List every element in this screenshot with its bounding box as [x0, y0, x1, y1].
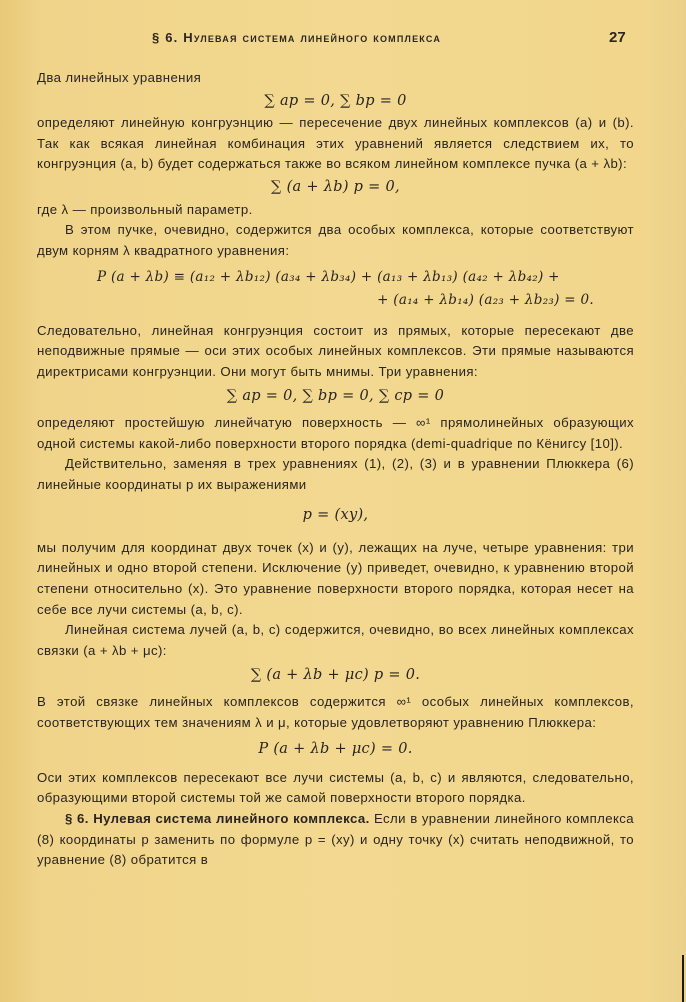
paragraph: В этом пучке, очевидно, содержится два особых комплекса, которые соответствуют двум корням λ квадратного уравнения:	[37, 222, 634, 258]
formula: ∑ (a + λb + μc) p = 0.	[250, 667, 421, 684]
section-paragraph	[37, 809, 634, 871]
page-edge	[682, 955, 684, 1002]
paragraph: Оси этих комплексов пересекают все лучи системы (a, b, c) и являются, следовательно, образующими второй системы той же самой поверхности второго порядка.	[37, 769, 634, 806]
formula: p = (xy),	[302, 507, 369, 524]
paragraph: Два линейных уравнения	[37, 70, 202, 85]
formula: ∑ (a + λb) p = 0,	[271, 178, 400, 195]
formula: P (a + λb + μc) = 0.	[258, 741, 413, 758]
paragraph: Следовательно, линейная конгруэнция состоит из прямых, которые пересекают две неподвижные прямые — оси этих особых линейных комплексов. Эти прямые называются директрисами конгруэнции. Они могут быть мнимы. Три уравнения:	[37, 322, 634, 379]
paragraph: мы получим для координат двух точек (x) и (y), лежащих на луче, четыре уравнения: три линейных и одно второй степени. Исключение (y) приведет, очевидно, к уравнению второй степени относительно (x). Это уравнение поверхности второго порядка, которая несет на себе все лучи системы (a, b, c).	[37, 539, 634, 617]
paragraph: определяют простейшую линейчатую поверхность — ∞¹ прямолинейных образующих одной системы какой-либо поверхности второго порядка (demi-quadrique по Кёнигсу [10]).	[37, 414, 634, 451]
formula: ∑ ap = 0, ∑ bp = 0, ∑ cp = 0	[226, 388, 445, 405]
running-head	[0, 30, 686, 50]
paragraph: где λ — произвольный параметр.	[37, 201, 253, 217]
section-heading: § 6. Нулевая система линейного комплекса.	[65, 811, 370, 826]
section-text: Если в уравнении линейного комплекса (8) координаты p заменить по формуле p = (xy) и одну точку (x) считать неподвижной, то уравнение (8) обратится в	[37, 811, 634, 868]
paragraph: Действительно, заменяя в трех уравнениях (1), (2), (3) и в уравнении Плюккера (6) линейные координаты p их выражениями	[37, 456, 634, 492]
formula: ∑ ap = 0, ∑ bp = 0	[264, 92, 407, 109]
paragraph: определяют линейную конгруэнцию — пересечение двух линейных комплексов (a) и (b). Так как всякая линейная комбинация этих уравнений является следствием их, то конгруэнция (a, b) будет содержаться также во всяком линейном комплексе пучка (a + λb):	[37, 115, 634, 172]
formula: P (a + λb) ≡ (a₁₂ + λb₁₂) (a₃₄ + λb₃₄) + (a₁₃ + λb₁₃) (a₄₂ + λb₄₂) +	[97, 269, 560, 286]
running-title: § 6. Нулевая система линейного комплекса	[152, 30, 442, 45]
paragraph: В этой связке линейных комплексов содержится ∞¹ особых линейных комплексов, соответствующих тем значениям λ и μ, которые удовлетворяют уравнению Плюккера:	[37, 694, 634, 730]
body-text	[37, 68, 634, 871]
page-number: 27	[609, 29, 626, 46]
formula: + (a₁₄ + λb₁₄) (a₂₃ + λb₂₃) = 0.	[377, 291, 594, 308]
paragraph: Линейная система лучей (a, b, c) содержится, очевидно, во всех линейных комплексах связки (a + λb + μc):	[37, 622, 634, 658]
